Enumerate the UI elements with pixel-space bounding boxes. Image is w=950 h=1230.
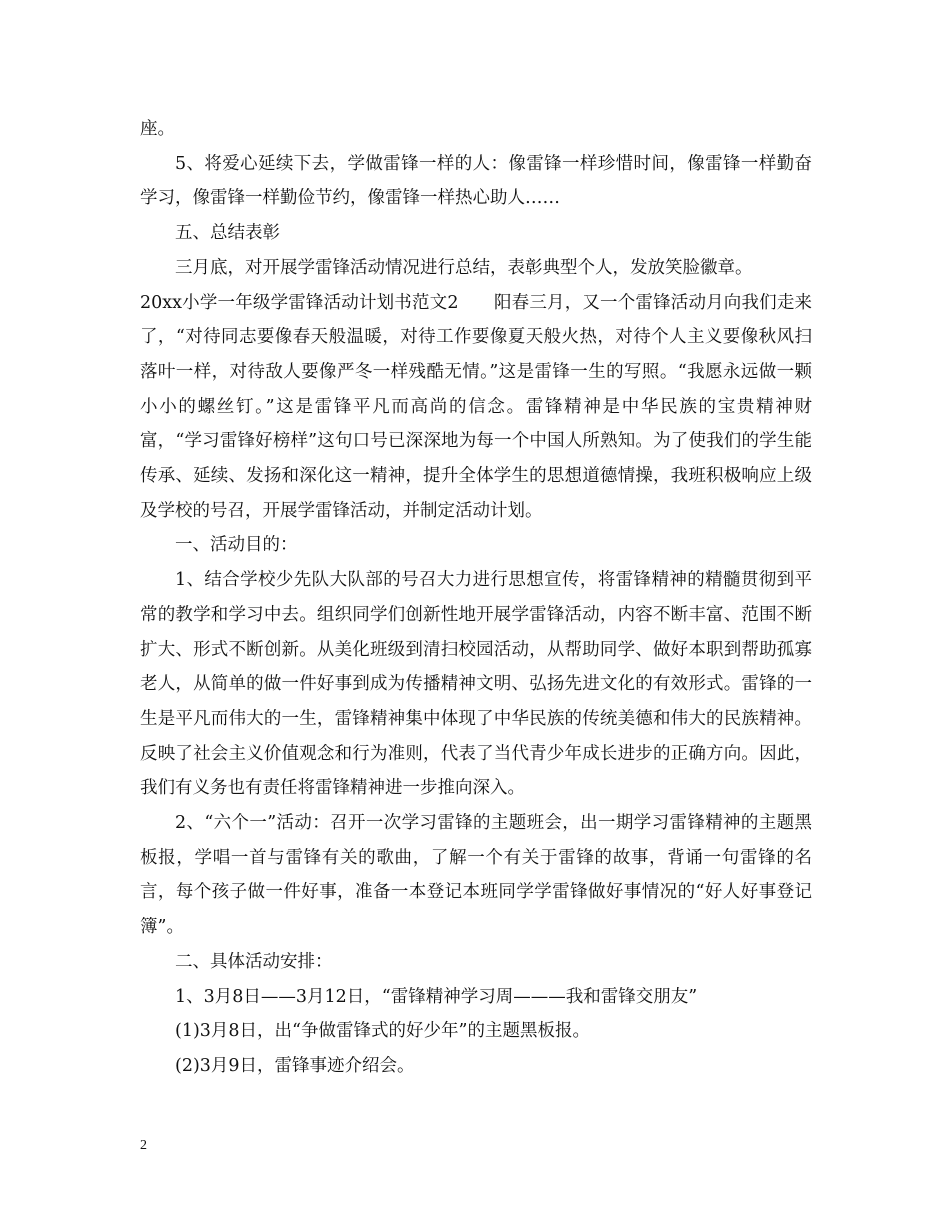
section-heading-summary: 五、总结表彰: [175, 223, 280, 244]
section-heading-goals: 一、活动目的：: [175, 535, 298, 556]
paragraph-2: 5、将爱心延续下去，学做雷锋一样的人：像雷锋一样珍惜时间，像雷锋一样勤奋学习，像雷锋一样勤俭节约，像雷锋一样热心助人……: [140, 153, 812, 209]
paragraph-10: 1、3月8日——3月12日，“雷锋精神学习周———我和雷锋交朋友”: [175, 986, 698, 1007]
paragraph-11: (1)3月8日，出“争做雷锋式的好少年”的主题黑板报。: [175, 1021, 590, 1042]
document-body: [140, 112, 812, 1084]
paragraph-4: 三月底，对开展学雷锋活动情况进行总结，表彰典型个人，发放笑脸徽章。: [175, 257, 753, 278]
paragraph-5: 20xx小学一年级学雷锋活动计划书范文2 阳春三月，又一个雷锋活动月向我们走来了，“对待同志要像春天般温暖，对待工作要像夏天般火热，对待个人主义要像秋风扫落叶一样，对待敌人要像严冬一样残酷无情。”这是雷锋一生的写照。“我愿永远做一颗小小的螺丝钉。”这是雷锋平凡而高尚的信念。雷锋精神是中华民族的宝贵精神财富，“学习雷锋好榜样”这句口号已深深地为每一个中国人所熟知。为了使我们的学生能传承、延续、发扬和深化这一精神，提升全体学生的思想道德情操，我班积极响应上级及学校的号召，开展学雷锋活动，并制定活动计划。: [140, 292, 812, 521]
paragraph-1: 座。: [140, 119, 175, 139]
paragraph-12: (2)3月9日，雷锋事迹介绍会。: [175, 1055, 415, 1076]
paragraph-8: 2、“六个一”活动：召开一次学习雷锋的主题班会，出一期学习雷锋精神的主题黑板报，学唱一首与雷锋有关的歌曲，了解一个有关于雷锋的故事，背诵一句雷锋的名言，每个孩子做一件好事，准备一本登记本班同学学雷锋做好事情况的“好人好事登记簿”。: [140, 813, 812, 938]
paragraph-7: 1、结合学校少先队大队部的号召大力进行思想宣传，将雷锋精神的精髓贯彻到平常的教学和学习中去。组织同学们创新性地开展学雷锋活动，内容不断丰富、范围不断扩大、形式不断创新。从美化班级到清扫校园活动，从帮助同学、做好本职到帮助孤寡老人，从简单的做一件好事到成为传播精神文明、弘扬先进文化的有效形式。雷锋的一生是平凡而伟大的一生，雷锋精神集中体现了中华民族的传统美德和伟大的民族精神。反映了社会主义价值观念和行为准则，代表了当代青少年成长进步的正确方向。因此，我们有义务也有责任将雷锋精神进一步推向深入。: [140, 570, 812, 799]
page-number: 2: [140, 1138, 147, 1153]
section-heading-schedule: 二、具体活动安排：: [175, 951, 333, 972]
